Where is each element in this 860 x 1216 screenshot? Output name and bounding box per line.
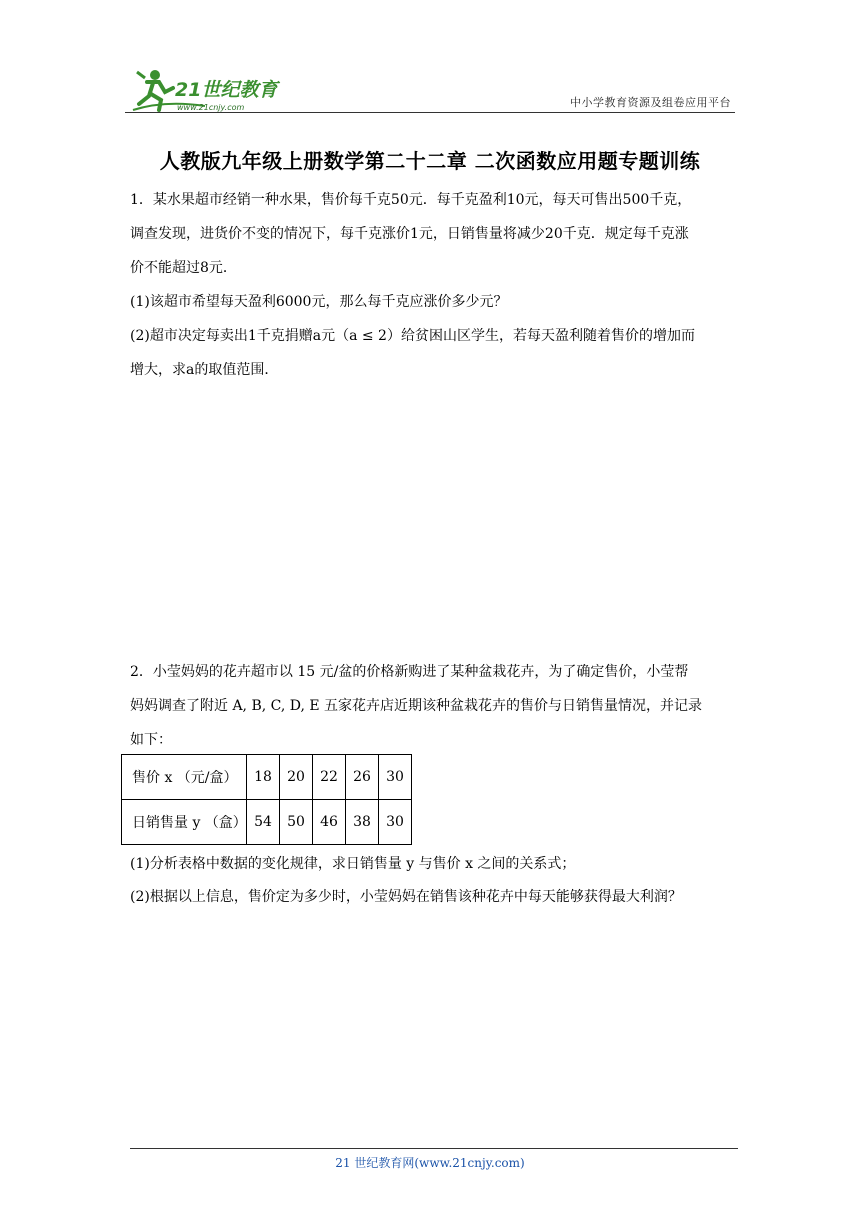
footer-link[interactable]: 21 世纪教育网(www.21cnjy.com) bbox=[335, 1156, 525, 1170]
page-header bbox=[125, 66, 735, 114]
document-title: 人教版九年级上册数学第二十二章 二次函数应用题专题训练 bbox=[159, 149, 701, 173]
q1-part-1: (1)该超市希望每天盈利6000元，那么每千克应涨价多少元？ bbox=[130, 294, 508, 310]
table-cell: 54 bbox=[247, 800, 280, 845]
platform-name: 中小学教育资源及组卷应用平台 bbox=[570, 96, 731, 109]
q2-part-2: (2)根据以上信息，售价定为多少时，小莹妈妈在销售该种花卉中每天能够获得最大利润？ bbox=[130, 889, 682, 905]
footer-divider bbox=[130, 1148, 738, 1149]
q2-line-3: 如下： bbox=[130, 732, 172, 748]
q2-part-1: (1)分析表格中数据的变化规律，求日销售量 y 与售价 x 之间的关系式； bbox=[130, 856, 576, 872]
q2-line-1: 2．小莹妈妈的花卉超市以 15 元/盆的价格新购进了某种盆栽花卉，为了确定售价，小莹帮 bbox=[130, 664, 689, 680]
table-cell: 30 bbox=[379, 755, 412, 800]
svg-text:www.21cnjy.com: www.21cnjy.com bbox=[177, 103, 245, 112]
row-header-sales: 日销售量 y （盒） bbox=[122, 800, 247, 845]
q1-line-2: 调查发现，进货价不变的情况下，每千克涨价1元，日销售量将减少20千克．规定每千克涨 bbox=[130, 226, 689, 242]
table-cell: 46 bbox=[313, 800, 346, 845]
table-cell: 22 bbox=[313, 755, 346, 800]
price-sales-table bbox=[121, 754, 412, 845]
table-cell: 38 bbox=[346, 800, 379, 845]
table-row bbox=[122, 755, 412, 800]
q1-line-3: 价不能超过8元． bbox=[130, 260, 237, 276]
table-row bbox=[122, 800, 412, 845]
question-1 bbox=[130, 183, 730, 387]
q1-part-2-line-1: (2)超市决定每卖出1千克捐赠a元（a ≤ 2）给贫困山区学生，若每天盈利随着售价的增加而 bbox=[130, 328, 695, 344]
table-cell: 26 bbox=[346, 755, 379, 800]
table-cell: 20 bbox=[280, 755, 313, 800]
q1-line-1: 1．某水果超市经销一种水果，售价每千克50元．每千克盈利10元，每天可售出500千克， bbox=[130, 192, 692, 208]
question-2-parts bbox=[130, 848, 730, 914]
table-cell: 30 bbox=[379, 800, 412, 845]
q2-line-2: 妈妈调查了附近 A, B, C, D, E 五家花卉店近期该种盆栽花卉的售价与日销售量情况，并记录 bbox=[130, 698, 703, 714]
svg-text:21世纪教育: 21世纪教育 bbox=[175, 79, 278, 101]
q1-part-2-line-2: 增大，求a的取值范围． bbox=[130, 362, 279, 378]
row-header-price: 售价 x （元/盒） bbox=[122, 755, 247, 800]
header-divider bbox=[125, 112, 735, 113]
site-logo bbox=[125, 66, 295, 114]
table-cell: 18 bbox=[247, 755, 280, 800]
question-2 bbox=[130, 655, 730, 757]
table-cell: 50 bbox=[280, 800, 313, 845]
